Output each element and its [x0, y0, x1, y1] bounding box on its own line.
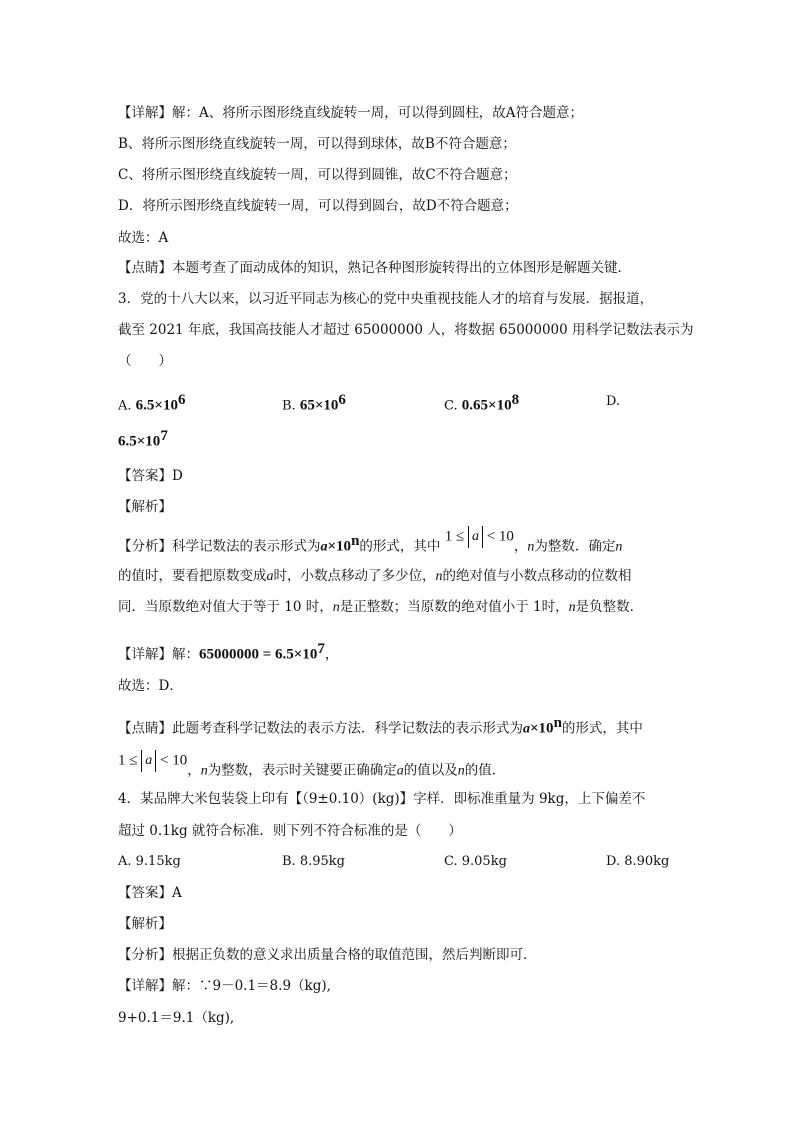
text: 的形式，其中 — [359, 538, 441, 555]
q3-choose: 故选：D． — [118, 678, 183, 694]
formula-var: a — [320, 539, 328, 555]
q3-detail — [118, 640, 338, 664]
formula: ×10 — [530, 720, 554, 737]
q3-comment-line-2 — [118, 752, 506, 782]
ineq-right: < 10 — [159, 752, 188, 769]
text: 【点睛】此题考查科学记数法的表示方法．科学记数法的表示形式为 — [118, 720, 523, 737]
q3-option-c — [444, 392, 519, 414]
text: 【分析】科学记数法的表示形式为 — [118, 538, 321, 555]
var: a — [396, 763, 404, 779]
option-formula: 65×10 — [299, 397, 339, 414]
var: n — [457, 763, 465, 779]
text: 的值以及 — [403, 762, 458, 779]
option-formula: 6.5×10 — [135, 397, 178, 414]
var: n — [568, 600, 576, 615]
option-exponent: 6 — [177, 392, 186, 408]
var: n — [332, 600, 340, 615]
text: 的绝对值与小数点移动的位数相 — [442, 568, 632, 584]
q3-answer: 【答案】D — [118, 468, 183, 484]
q3-option-b — [282, 392, 346, 414]
option-formula: 6.5×10 — [118, 433, 161, 450]
q4-detail-2: 9+0.1＝9.1（kg), — [118, 1010, 235, 1026]
var: n — [435, 569, 443, 584]
q4-answer: 【答案】A — [118, 885, 182, 901]
q4-stem-1: 4．某品牌大米包装袋上印有【（9±0.10）(kg)】字样．即标准重量为 9kg，上下偏差不 — [118, 791, 646, 807]
formula-exp: n — [553, 715, 562, 731]
inequality — [118, 750, 187, 772]
inequality — [445, 526, 514, 548]
text: 时，小数点移动了多少位， — [273, 568, 436, 584]
text: ， — [513, 538, 528, 555]
q2-comment: 【点睛】本题考查了面动成体的知识，熟记各种图形旋转得出的立体图形是解题关键． — [118, 260, 631, 276]
text: 为整数．确定 — [534, 538, 616, 555]
option-exponent: 6 — [338, 392, 346, 408]
q3-comment-line-1 — [118, 714, 643, 739]
q3-analysis-line-2 — [118, 567, 632, 586]
ineq-var: a — [141, 750, 156, 772]
ineq-left: 1 ≤ — [444, 528, 465, 545]
q3-stem-2: 截至 2021 年底，我国高技能人才超过 65000000 人，将数据 65000000 用科学记数法表示为 — [118, 322, 694, 338]
q3-option-d — [606, 394, 620, 409]
formula: ×10 — [327, 538, 352, 555]
text: ， — [187, 762, 201, 779]
formula: 65000000 = 6.5×10 — [199, 646, 318, 663]
q3-analysis-line-3 — [118, 598, 643, 617]
q2-detail-a: 【详解】解：A、将所示图形绕直线旋转一周，可以得到圆柱，故A符合题意； — [118, 105, 583, 121]
q4-analysis-head: 【解析】 — [118, 916, 172, 932]
q2-detail-d: D．将所示图形绕直线旋转一周，可以得到圆台，故D不符合题意； — [118, 198, 518, 214]
q3-option-a — [118, 392, 185, 414]
q4-option-b: B. 8.95kg — [282, 854, 345, 869]
q3-option-d-value — [118, 428, 168, 450]
q4-analysis: 【分析】根据正负数的意义求出质量合格的取值范围，然后判断即可． — [118, 947, 537, 963]
text: 的值． — [464, 762, 506, 779]
option-exponent: 8 — [511, 392, 520, 408]
text: 【详解】解： — [118, 646, 199, 663]
q4-option-a: A. 9.15kg — [118, 854, 181, 869]
option-formula: 0.65×10 — [461, 397, 512, 414]
text: 是负整数． — [575, 599, 644, 615]
option-exponent: 7 — [160, 428, 168, 444]
option-letter: B. — [282, 398, 296, 414]
text: ， — [324, 646, 339, 663]
var: n — [615, 539, 623, 555]
text: 的值时，要看把原数变成 — [118, 568, 267, 584]
q4-stem-2: 超过 0.1kg 就符合标准．则下列不符合标准的是（ ） — [118, 823, 462, 839]
q2-detail-b: B、将所示图形绕直线旋转一周，可以得到球体，故B不符合题意； — [118, 136, 516, 152]
option-letter: D. — [606, 394, 621, 409]
var: n — [200, 763, 208, 779]
ineq-right: < 10 — [486, 528, 514, 545]
var: n — [527, 539, 535, 555]
q3-stem-1: 3．党的十八大以来，以习近平同志为核心的党中央重视技能人才的培育与发展．据报道， — [118, 291, 654, 307]
ineq-left: 1 ≤ — [118, 752, 138, 769]
q3-blank: （ ） — [118, 353, 172, 369]
formula-exp: n — [351, 533, 360, 549]
formula-exp: 7 — [317, 641, 325, 657]
q4-option-c: C. 9.05kg — [444, 854, 507, 869]
text: 为整数，表示时关键要正确确定 — [207, 762, 397, 779]
q2-choose: 故选：A — [118, 230, 169, 246]
ineq-var: a — [468, 526, 483, 548]
text: 同．当原数绝对值大于等于 10 时， — [118, 599, 333, 615]
text: 的形式，其中 — [561, 720, 643, 737]
q2-detail-c: C、将所示图形绕直线旋转一周，可以得到圆锥，故C不符合题意； — [118, 167, 517, 183]
formula-var: a — [523, 721, 530, 737]
q3-analysis-head: 【解析】 — [118, 499, 172, 515]
var: a — [266, 569, 274, 584]
text: 是正整数；当原数的绝对值小于 1时， — [339, 599, 569, 615]
option-letter: A. — [118, 398, 132, 414]
q3-analysis-line-1 — [118, 528, 623, 558]
q4-detail-1: 【详解】解：∵9－0.1＝8.9（kg), — [118, 978, 331, 994]
option-letter: C. — [444, 398, 458, 414]
q4-option-d: D. 8.90kg — [606, 854, 670, 869]
